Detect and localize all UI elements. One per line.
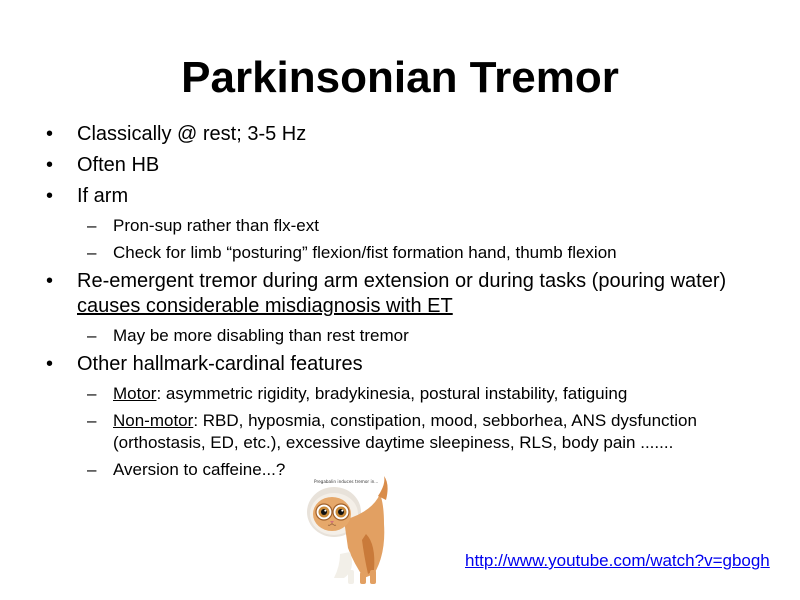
dash-marker: – bbox=[87, 243, 97, 262]
sub-bullet-item bbox=[0, 410, 780, 454]
dash-marker: – bbox=[87, 216, 97, 235]
bullet-item bbox=[0, 352, 780, 377]
sub-bullet-item bbox=[0, 242, 780, 264]
bullet-text-underlined: causes considerable misdiagnosis with ET bbox=[77, 295, 453, 317]
bullet-text: Other hallmark-cardinal features bbox=[77, 353, 363, 375]
sub-bullet-text: : RBD, hyposmia, constipation, mood, sebborhea, ANS dysfunction (orthostasis, ED, etc.), excessive daytime sleepiness, RLS, body pain ....... bbox=[113, 411, 697, 452]
dash-marker: – bbox=[87, 384, 97, 403]
sub-bullet-item bbox=[0, 383, 780, 405]
bullet-text: Classically @ rest; 3-5 Hz bbox=[77, 123, 307, 145]
bullet-marker: • bbox=[46, 353, 54, 375]
bullet-text: Re-emergent tremor during arm extension or during tasks (pouring water) bbox=[77, 270, 727, 292]
sub-bullet-item bbox=[0, 215, 780, 237]
bullet-item bbox=[0, 184, 780, 209]
sub-bullet-text: Pron-sup rather than flx-ext bbox=[113, 216, 319, 235]
bullet-item bbox=[0, 122, 780, 147]
bullet-marker: • bbox=[46, 123, 54, 145]
sub-bullet-label: Motor bbox=[113, 384, 157, 403]
sub-bullet-text: : asymmetric rigidity, bradykinesia, postural instability, fatiguing bbox=[156, 384, 628, 403]
sub-bullet-item bbox=[0, 325, 780, 347]
bullet-text: Often HB bbox=[77, 154, 160, 176]
dash-marker: – bbox=[87, 460, 97, 479]
image-caption: Pregabalin induces tremor in... bbox=[314, 479, 379, 484]
sub-bullet-label: Non-motor bbox=[113, 411, 194, 430]
dash-marker: – bbox=[87, 411, 97, 430]
bullet-list bbox=[0, 122, 780, 486]
bullet-marker: • bbox=[46, 185, 54, 207]
sub-bullet-text: Aversion to caffeine...? bbox=[113, 460, 286, 479]
bullet-marker: • bbox=[46, 270, 54, 292]
bullet-item bbox=[0, 153, 780, 178]
dash-marker: – bbox=[87, 326, 97, 345]
kitten-image bbox=[304, 474, 390, 586]
sub-bullet-text: Check for limb “posturing” flexion/fist formation hand, thumb flexion bbox=[113, 243, 617, 262]
bullet-text: If arm bbox=[77, 185, 129, 207]
sub-bullet-text: May be more disabling than rest tremor bbox=[113, 326, 409, 345]
bullet-item bbox=[0, 269, 780, 319]
slide-title: Parkinsonian Tremor bbox=[181, 53, 619, 102]
youtube-link[interactable]: http://www.youtube.com/watch?v=gbogh bbox=[465, 551, 770, 570]
bullet-marker: • bbox=[46, 154, 54, 176]
sub-bullet-item bbox=[0, 459, 780, 481]
